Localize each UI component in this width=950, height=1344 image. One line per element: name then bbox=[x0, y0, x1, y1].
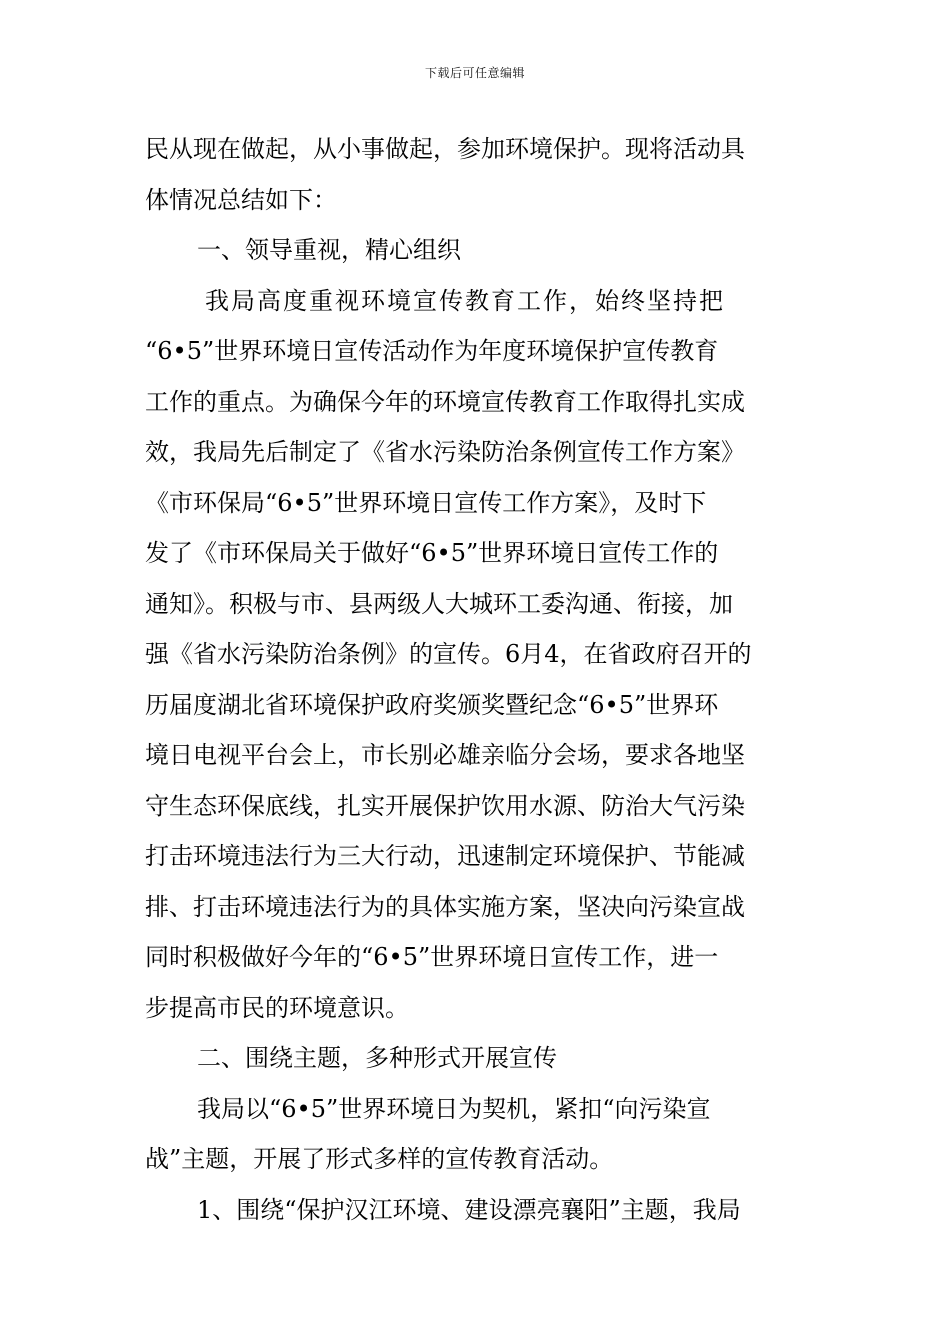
text-line: 工作的重点。为确保今年的环境宣传教育工作取得扎实成 bbox=[145, 387, 745, 416]
text-line: 我局高度重视环境宣传教育工作，始终坚持把 bbox=[205, 286, 725, 315]
text-line: 效，我局先后制定了《省水污染防治条例宣传工作方案》 bbox=[145, 438, 745, 466]
text-line: 步提高市民的环境意识。 bbox=[145, 993, 409, 1022]
page-header-note: 下载后可任意编辑 bbox=[424, 66, 525, 80]
text-line: 发了《市环保局关于做好“6•5”世界环境日宣传工作的 bbox=[145, 539, 719, 567]
text-line: 我局以“6•5”世界环境日为契机，紧扣“向污染宣 bbox=[197, 1094, 711, 1123]
text-line: “6•5”世界环境日宣传活动作为年度环境保护宣传教育 bbox=[145, 337, 719, 365]
section-heading: 一、领导重视，精心组织 bbox=[197, 236, 461, 264]
text-line: 打击环境违法行为三大行动，迅速制定环境保护、节能减 bbox=[145, 842, 745, 870]
text-line: 排、打击环境违法行为的具体实施方案，坚决向污染宣战 bbox=[145, 892, 745, 921]
document-body bbox=[145, 124, 805, 1235]
text-line: 体情况总结如下： bbox=[145, 185, 337, 214]
text-line: 战”主题，开展了形式多样的宣传教育活动。 bbox=[145, 1145, 614, 1173]
text-line: 强《省水污染防治条例》的宣传。6月4，在省政府召开的 bbox=[145, 640, 752, 668]
text-line: 历届度湖北省环境保护政府奖颁奖暨纪念“6•5”世界环 bbox=[145, 690, 719, 719]
text-line: 守生态环保底线，扎实开展保护饮用水源、防治大气污染 bbox=[145, 791, 745, 820]
text-line: 通知》。积极与市、县两级人大城环工委沟通、衔接，加 bbox=[145, 589, 733, 618]
text-line: 《市环保局“6•5”世界环境日宣传工作方案》，及时下 bbox=[145, 488, 707, 517]
text-line: 同时积极做好今年的“6•5”世界环境日宣传工作，进一 bbox=[145, 943, 719, 971]
text-line: 境日电视平台会上，市长别必雄亲临分会场，要求各地坚 bbox=[145, 741, 745, 769]
section-heading: 二、围绕主题，多种形式开展宣传 bbox=[197, 1044, 557, 1072]
text-line: 1、围绕“保护汉江环境、建设漂亮襄阳”主题，我局 bbox=[197, 1195, 741, 1224]
text-line: 民从现在做起，从小事做起，参加环境保护。现将活动具 bbox=[145, 135, 745, 163]
